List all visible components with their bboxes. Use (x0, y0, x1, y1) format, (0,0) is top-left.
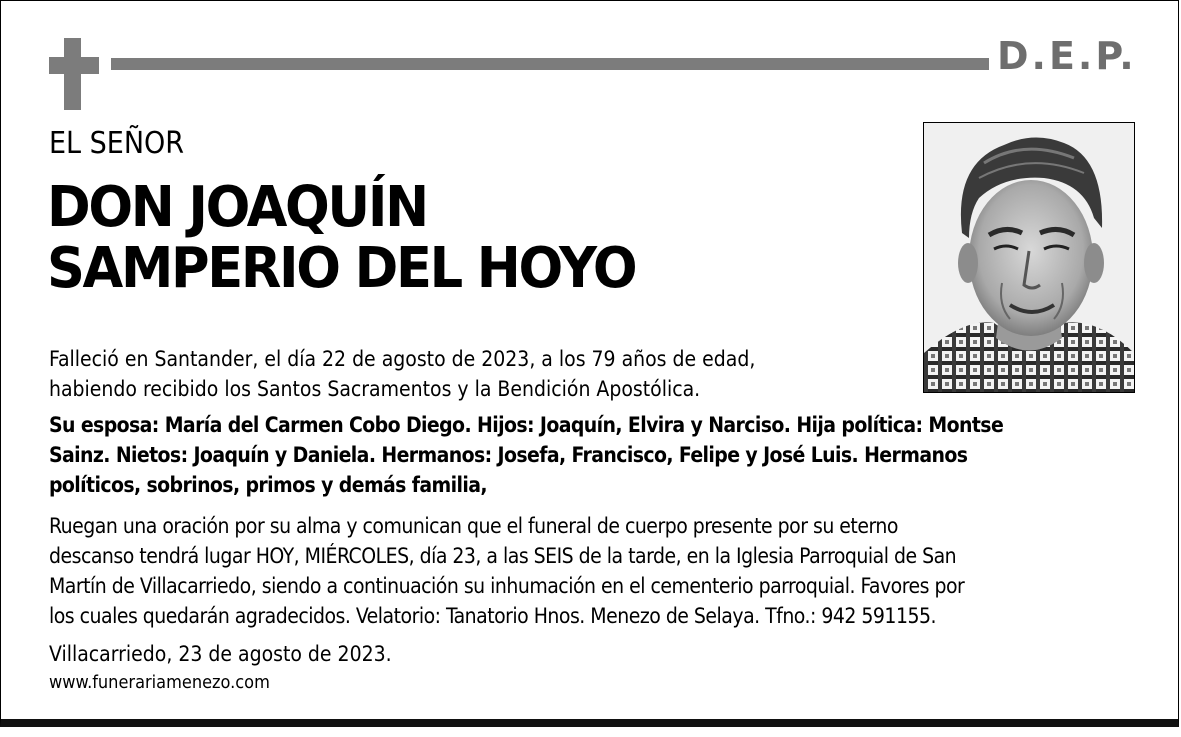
name-line-2: SAMPERIO DEL HOYO (47, 236, 636, 301)
deceased-name (47, 177, 635, 299)
death-line-1: Falleció en Santander, el día 22 de agosto de 2023, a los 79 años de edad, (49, 347, 756, 371)
header-rule (111, 58, 989, 70)
cross-icon (49, 38, 99, 110)
dep-label: D.E.P. (997, 34, 1137, 78)
family-line-1: Su esposa: María del Carmen Cobo Diego. Hijos: Joaquín, Elvira y Narciso. Hija política: Montse (49, 413, 1004, 437)
death-notice (49, 344, 909, 404)
funeral-details (49, 511, 1159, 631)
funeral-line-3: Martín de Villacarriedo, siendo a continuación su inhumación en el cementerio parroquial. Favores por (49, 574, 965, 598)
family-list (49, 410, 1149, 500)
family-line-2: Sainz. Nietos: Joaquín y Daniela. Hermanos: Josefa, Francisco, Felipe y José Luis. Hermanos (49, 443, 968, 467)
funeral-line-4: los cuales quedarán agradecidos. Velatorio: Tanatorio Hnos. Menezo de Selaya. Tfno.: 942 591155. (49, 604, 937, 628)
funeral-line-2: descanso tendrá lugar HOY, MIÉRCOLES, día 23, a las SEIS de la tarde, en la Iglesia Parroquial de San (49, 544, 957, 568)
death-line-2: habiendo recibido los Santos Sacramentos y la Bendición Apostólica. (49, 377, 701, 401)
website-link[interactable]: www.funerariamenezo.com (49, 672, 270, 693)
funeral-line-1: Ruegan una oración por su alma y comunican que el funeral de cuerpo presente por su eterno (49, 514, 898, 538)
name-line-1: DON JOAQUÍN (47, 175, 427, 240)
portrait-photo (923, 122, 1135, 393)
place-date: Villacarriedo, 23 de agosto de 2023. (49, 642, 392, 666)
honorific: EL SEÑOR (49, 126, 185, 161)
family-line-3: políticos, sobrinos, primos y demás familia, (49, 473, 487, 497)
